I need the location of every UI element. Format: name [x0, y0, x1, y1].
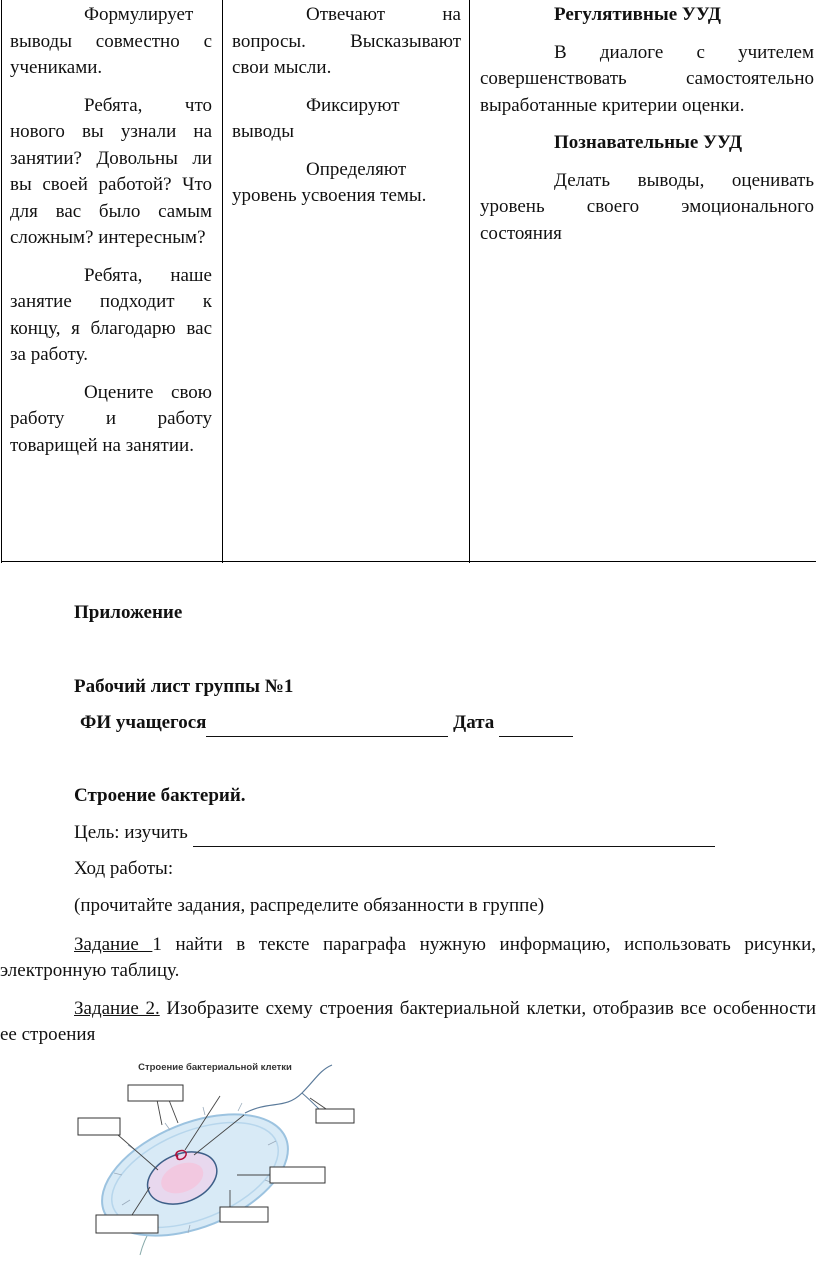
instruction-text: (прочитайте задания, распределите обязанности в группе) [74, 895, 545, 916]
goal-field[interactable] [193, 820, 715, 847]
teacher-text-1: Формулирует выводы совместно с учениками. [10, 4, 212, 78]
label-box-3[interactable] [316, 1109, 354, 1123]
bacteria-figure [70, 1055, 370, 1258]
goal-label: Цель: изучить [74, 822, 188, 843]
progress-label: Ход работы: [74, 858, 174, 879]
task-1-label: Задание [74, 934, 153, 955]
skills-heading-regulative: Регулятивные УУД [554, 4, 721, 25]
figure-title: Строение бактериальной клетки [138, 1062, 292, 1073]
label-box-1[interactable] [128, 1085, 183, 1101]
skills-heading-cognitive: Познавательные УУД [554, 132, 743, 153]
task-1-text: 1 найти в тексте параграфа нужную информацию, использовать рисунки, электронную таблицу. [0, 934, 816, 981]
table-border-left [1, 0, 2, 563]
date-field[interactable] [499, 710, 573, 737]
table-cell-students [232, 2, 461, 221]
label-box-6[interactable] [96, 1215, 158, 1233]
student-line [80, 710, 780, 737]
task-2 [0, 996, 816, 1048]
students-text-3: Определяют уровень усвоения темы. [232, 158, 427, 206]
label-box-4[interactable] [270, 1167, 325, 1183]
table-divider-2 [469, 0, 470, 563]
teacher-text-3: Ребята, наше занятие подходит к концу, я благодарю вас за работу. [10, 264, 212, 365]
flagellum-line [302, 1093, 320, 1110]
task-2-text: Изобразите схему строения бактериальной клетки, отобразив все особенности ее строения [0, 998, 816, 1045]
lesson-table [0, 0, 816, 563]
skills-text-cognitive: Делать выводы, оценивать уровень своего эмоционального состояния [480, 169, 814, 244]
task-2-label: Задание 2. [74, 998, 160, 1019]
student-label: ФИ учащегося [80, 712, 207, 733]
bacteria-diagram [70, 1055, 370, 1258]
skills-text-regulative: В диалоге с учителем совершенствовать самостоятельно выработанные критерии оценки. [480, 41, 814, 116]
label-box-2[interactable] [78, 1118, 120, 1135]
worksheet-title: Рабочий лист группы №1 [74, 676, 294, 697]
teacher-text-2: Ребята, что нового вы узнали на занятии? Довольны ли вы своей работой? Что для вас было самым сложным? интересным? [10, 94, 212, 248]
table-divider-1 [222, 0, 223, 563]
goal-line [74, 820, 774, 847]
student-name-field[interactable] [206, 710, 448, 737]
table-cell-teacher [10, 2, 212, 470]
label-box-5[interactable] [220, 1207, 268, 1222]
teacher-text-4: Оцените свою работу и работу товарищей на занятии. [10, 381, 212, 456]
students-text-1: Отвечают на вопросы. Высказывают свои мысли. [232, 4, 461, 78]
appendix-title: Приложение [74, 602, 183, 623]
date-label: Дата [453, 712, 495, 733]
task-1 [0, 932, 816, 984]
table-border-bottom [1, 561, 816, 562]
students-text-2: Фиксируют выводы [232, 94, 400, 142]
table-cell-skills [480, 2, 814, 258]
topic-title: Строение бактерий. [74, 785, 246, 806]
